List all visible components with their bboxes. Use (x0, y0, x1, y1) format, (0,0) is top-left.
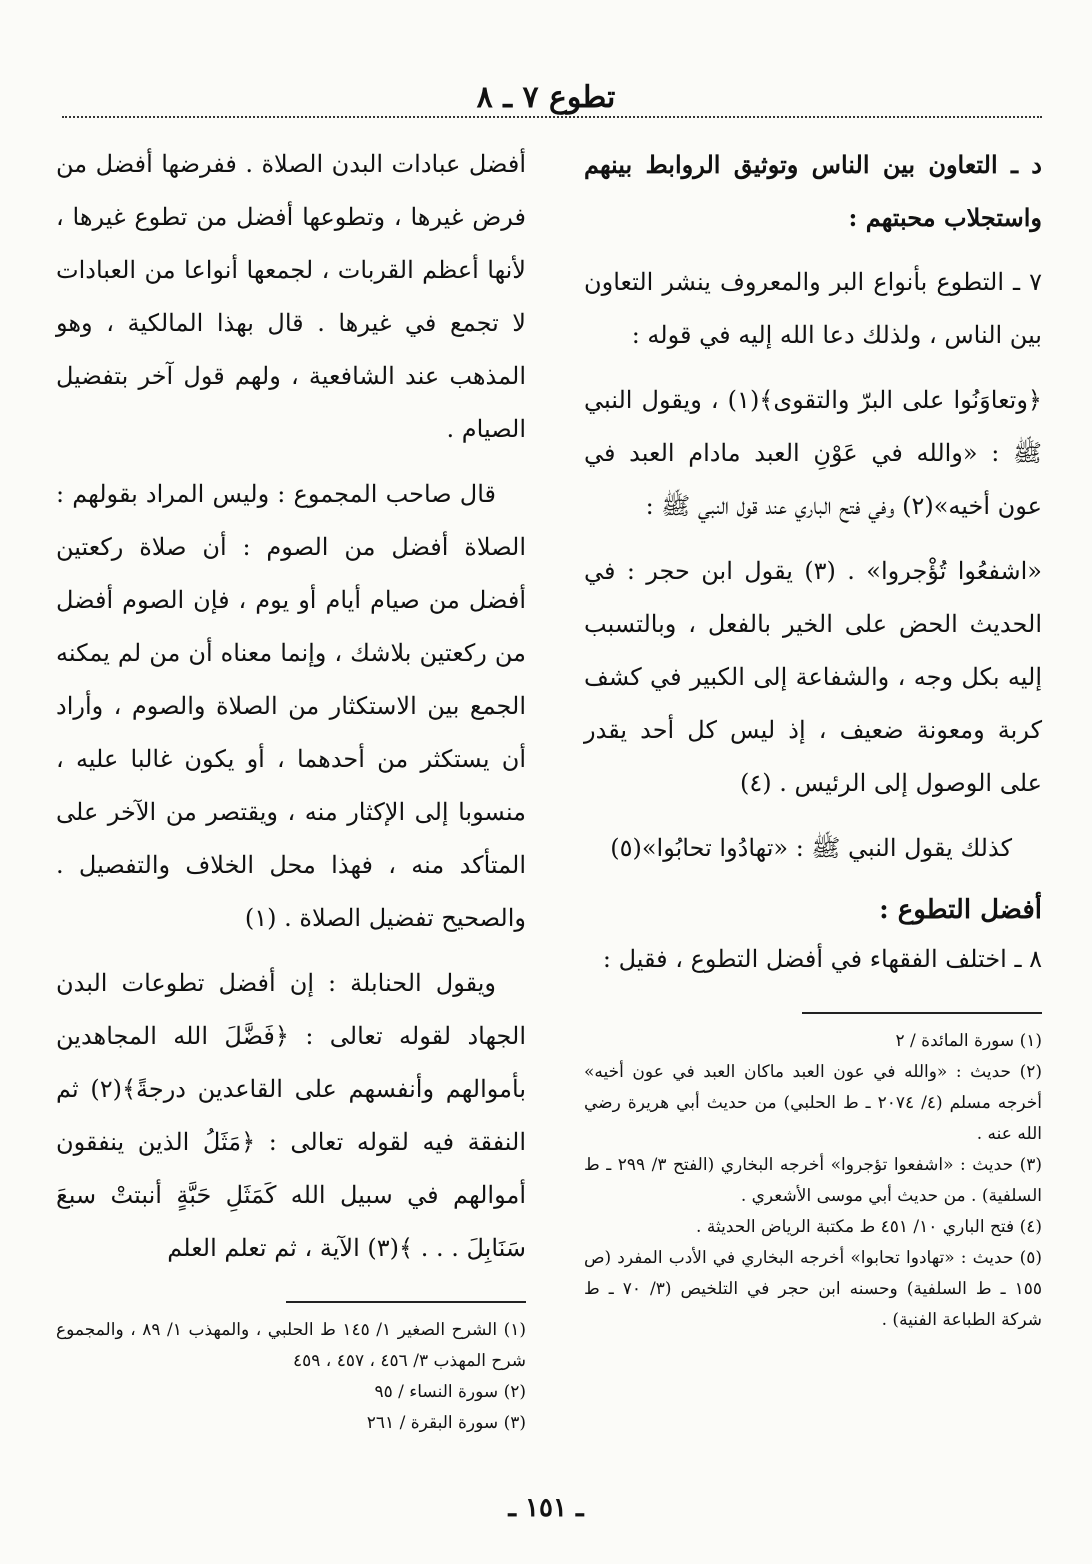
paragraph-7: ٧ ـ التطوع بأنواع البر والمعروف ينشر التعاون بين الناس ، ولذلك دعا الله إليه في قوله : (584, 268, 1042, 349)
footnotes-right (584, 1026, 1042, 1336)
paragraph-8: ٨ ـ اختلف الفقهاء في أفضل التطوع ، فقيل : (602, 945, 1042, 973)
footnote-item: (٥) حديث : «تهادوا تحابوا» أخرجه البخاري في الأدب المفرد (ص ١٥٥ ـ ط السلفية) وحسنه ابن حجر في التلخيص (٣/ ٧٠ ـ ط شركة الطباعة الفنية) . (584, 1248, 1042, 1330)
footnotes-left (56, 1315, 526, 1439)
footnote-item: (٢) سورة النساء / ٩٥ (374, 1382, 526, 1402)
footnote-item: (٤) فتح الباري ١٠/ ٤٥١ ط مكتبة الرياض الحديثة . (696, 1217, 1042, 1237)
page-header-title: تطوع ٧ ـ ٨ (476, 80, 616, 115)
footnote-item: (١) سورة المائدة / ٢ (895, 1031, 1042, 1051)
paragraph-quran-hadith: ﴿وتعاوَنُوا على البرّ والتقوى﴾(١) ، ويقول النبي ﷺ : «والله في عَوْنِ العبد مادام العبد في عون أخيه»(٢) وفي فتح الباري عند قول النبي ﷺ : (584, 386, 1042, 520)
page-number: ـ ١٥١ ـ (508, 1493, 584, 1523)
section-title-best-volunteering: أفضل التطوع : (879, 895, 1042, 925)
left-column (56, 138, 526, 1439)
footnote-item: (١) الشرح الصغير ١/ ١٤٥ ط الحلبي ، والمهذب ١/ ٨٩ ، والمجموع شرح المهذب ٣/ ٤٥٦ ، ٤٥٧ ، ٤٥٩ (56, 1320, 527, 1371)
paragraph-prayer-best: أفضل عبادات البدن الصلاة . ففرضها أفضل من فرض غيرها ، وتطوعها أفضل من تطوع غيرها ، لأنها أعظم القربات ، لجمعها أنواعا من العبادات لا تجمع في غيرها . قال بهذا المالكية ، وهو المذهب عند الشافعية ، ولهم قول آخر بتفضيل الصيام . (56, 150, 526, 443)
paragraph-tahadu: كذلك يقول النبي ﷺ : «تهادُوا تحابُوا»(٥) (610, 834, 1012, 862)
header-dotted-rule (62, 116, 1042, 118)
right-column (584, 138, 1042, 1336)
section-heading-cooperation: د ـ التعاون بين الناس وتوثيق الروابط بينهم واستجلاب محبتهم : (584, 150, 1042, 232)
paragraph-hanabila: ويقول الحنابلة : إن أفضل تطوعات البدن الجهاد لقوله تعالى : ﴿فَضَّلَ الله المجاهدين بأموالهم وأنفسهم على القاعدين درجةً﴾(٢) ثم النفقة فيه لقوله تعالى : ﴿مَثَلُ الذين ينفقون أموالهم في سبيل الله كَمَثَلِ حَبَّةٍ أنبتتْ سبعَ سَنَابِلَ . . . ﴾(٣) الآية ، ثم تعلم العلم (56, 969, 526, 1262)
paragraph-ibn-hajar: «اشفعُوا تُؤْجروا» . (٣) يقول ابن حجر : في الحديث الحض على الخير بالفعل ، وبالتسبب إليه بكل وجه ، والشفاعة إلى الكبير في كشف كربة ومعونة ضعيف ، إذ ليس كل أحد يقدر على الوصول إلى الرئيس . (٤) (584, 557, 1042, 797)
footnote-item: (٢) حديث : «والله في عون العبد ماكان العبد في عون أخيه» أخرجه مسلم (٤/ ٢٠٧٤ ـ ط الحلبي) من حديث أبي هريرة رضي الله عنه . (584, 1062, 1043, 1144)
footnote-item: (٣) سورة البقرة / ٢٦١ (366, 1413, 526, 1433)
footnote-item: (٣) حديث : «اشفعوا تؤجروا» أخرجه البخاري (الفتح ٣/ ٢٩٩ ـ ط السلفية) . من حديث أبي موسى الأشعري . (584, 1155, 1042, 1206)
footnote-separator (286, 1301, 526, 1303)
footnote-separator (802, 1012, 1042, 1014)
paragraph-majmu: قال صاحب المجموع : وليس المراد بقولهم : الصلاة أفضل من الصوم : أن صلاة ركعتين أفضل من صيام أيام أو يوم ، فإن الصوم أفضل من ركعتين بلاشك ، وإنما معناه أن من لم يمكنه الجمع بين الاستكثار من الصلاة والصوم ، وأراد أن يستكثر من أحدهما ، أو يكون غالبا عليه ، منسوبا إلى الإكثار منه ، ويقتصر من الآخر على المتأكد منه ، فهذا محل الخلاف والتفصيل . والصحيح تفضيل الصلاة . (١) (56, 480, 526, 932)
